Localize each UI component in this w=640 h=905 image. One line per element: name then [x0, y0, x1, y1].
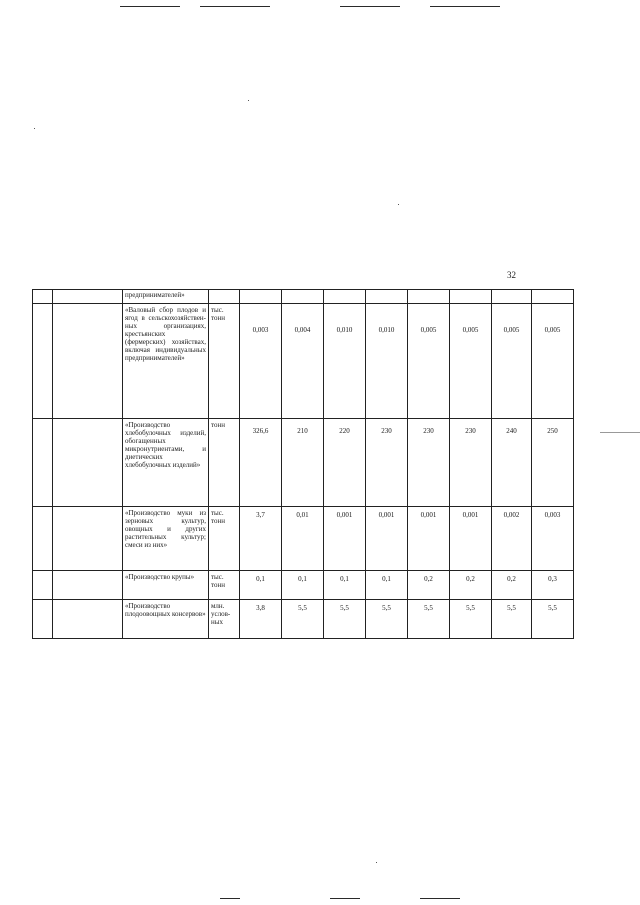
value-cell: 0,001	[408, 507, 450, 571]
value-cell	[366, 290, 408, 304]
value-cell: 3,8	[240, 600, 282, 639]
value-cell: 5,5	[408, 600, 450, 639]
value-cell: 240	[492, 419, 532, 507]
value-cell: 0,2	[408, 571, 450, 600]
program-cell	[53, 304, 123, 419]
table-row	[33, 290, 574, 304]
value-cell: 230	[450, 419, 492, 507]
value-cell: 0,010	[366, 304, 408, 419]
indicator-name-cell: предпринимателей»	[123, 290, 209, 304]
value-cell	[282, 290, 324, 304]
value-cell: 250	[532, 419, 574, 507]
value-cell: 0,1	[366, 571, 408, 600]
value-cell: 0,003	[240, 304, 282, 419]
program-cell	[53, 419, 123, 507]
value-cell: 0,005	[408, 304, 450, 419]
indicator-name-cell: «Валовый сбор плодов и ягод в сельскохозяйствен-ных организациях, крестьянских (фермерских) хозяйствах, включая индивидуальных предпринимателей»	[123, 304, 209, 419]
value-cell: 220	[324, 419, 366, 507]
indicator-name-cell: «Производство плодоовощных консервов»	[123, 600, 209, 639]
value-cell: 0,005	[450, 304, 492, 419]
table-row	[33, 600, 574, 639]
unit-cell: тонн	[209, 419, 240, 507]
page-number: 32	[507, 270, 516, 280]
index-cell	[33, 600, 53, 639]
scan-speck	[34, 128, 35, 129]
value-cell: 0,3	[532, 571, 574, 600]
index-cell	[33, 507, 53, 571]
scan-edge-line	[600, 432, 640, 433]
scan-edge-line	[330, 898, 360, 899]
program-cell	[53, 600, 123, 639]
indicator-name-cell: «Производство крупы»	[123, 571, 209, 600]
scan-speck	[248, 100, 249, 101]
value-cell	[240, 290, 282, 304]
value-cell: 0,001	[324, 507, 366, 571]
program-cell	[53, 507, 123, 571]
scan-edge-line	[220, 898, 240, 899]
indicator-name-cell: «Производство муки из зерновых культур, овощных и других растительных культур; смеси из них»	[123, 507, 209, 571]
value-cell: 230	[408, 419, 450, 507]
value-cell	[408, 290, 450, 304]
indicator-name-cell: «Производство хлебобулочных изделий, обогащенных микронутриентами, и диетических хлебобулочных изделий»	[123, 419, 209, 507]
value-cell: 326,6	[240, 419, 282, 507]
unit-cell: тыс. тонн	[209, 304, 240, 419]
scan-edge-line	[420, 898, 460, 899]
program-cell	[53, 290, 123, 304]
value-cell: 0,005	[532, 304, 574, 419]
value-cell: 0,2	[492, 571, 532, 600]
table-row	[33, 571, 574, 600]
value-cell: 0,01	[282, 507, 324, 571]
value-cell	[492, 290, 532, 304]
value-cell: 0,1	[282, 571, 324, 600]
index-cell	[33, 571, 53, 600]
unit-cell: тыс. тонн	[209, 507, 240, 571]
value-cell: 5,5	[532, 600, 574, 639]
value-cell: 0,1	[240, 571, 282, 600]
value-cell	[324, 290, 366, 304]
index-cell	[33, 290, 53, 304]
indicator-table	[32, 289, 574, 639]
value-cell: 0,001	[366, 507, 408, 571]
unit-cell: тыс. тонн	[209, 571, 240, 600]
value-cell: 5,5	[324, 600, 366, 639]
value-cell: 0,005	[492, 304, 532, 419]
scan-edge-line	[200, 6, 270, 7]
table-row	[33, 304, 574, 419]
value-cell: 210	[282, 419, 324, 507]
scan-edge-line	[430, 6, 500, 7]
scan-speck	[398, 204, 399, 205]
value-cell: 0,010	[324, 304, 366, 419]
unit-cell: млн. услов-ных	[209, 600, 240, 639]
program-cell	[53, 571, 123, 600]
table-row	[33, 419, 574, 507]
index-cell	[33, 304, 53, 419]
value-cell: 3,7	[240, 507, 282, 571]
index-cell	[33, 419, 53, 507]
value-cell: 5,5	[282, 600, 324, 639]
scan-edge-line	[340, 6, 400, 7]
unit-cell	[209, 290, 240, 304]
value-cell: 0,004	[282, 304, 324, 419]
value-cell: 5,5	[366, 600, 408, 639]
value-cell: 0,1	[324, 571, 366, 600]
value-cell: 0,002	[492, 507, 532, 571]
value-cell	[450, 290, 492, 304]
value-cell: 0,003	[532, 507, 574, 571]
value-cell: 0,2	[450, 571, 492, 600]
value-cell: 230	[366, 419, 408, 507]
scan-speck	[376, 862, 377, 863]
value-cell: 5,5	[450, 600, 492, 639]
scan-edge-line	[120, 6, 180, 7]
value-cell: 5,5	[492, 600, 532, 639]
table-row	[33, 507, 574, 571]
value-cell: 0,001	[450, 507, 492, 571]
value-cell	[532, 290, 574, 304]
